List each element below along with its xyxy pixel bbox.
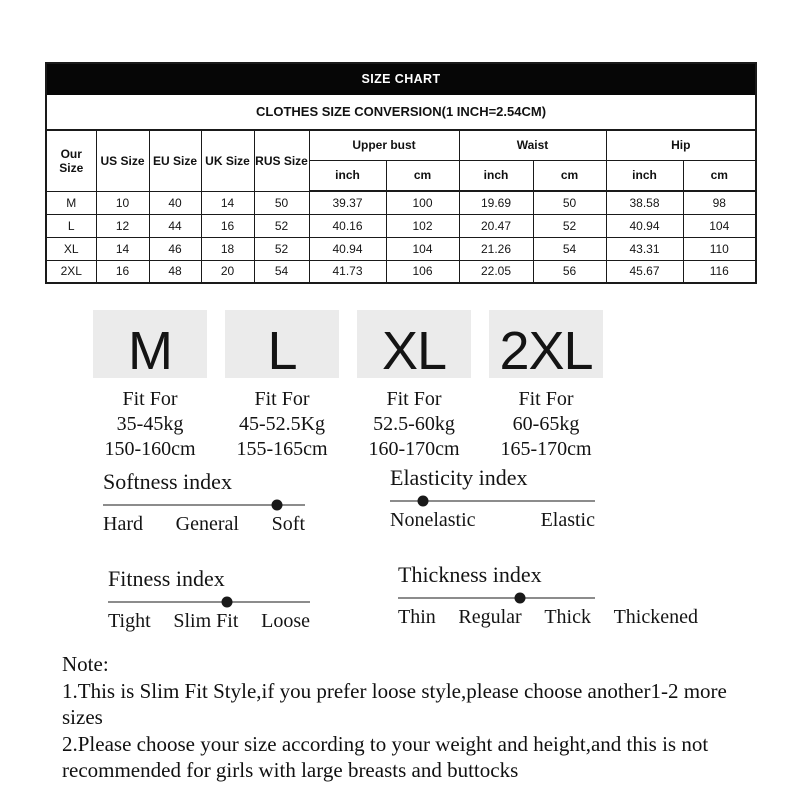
fit-height: 165-170cm bbox=[500, 438, 592, 460]
value-cell: 41.73 bbox=[309, 260, 386, 283]
value-cell: 10 bbox=[96, 191, 149, 214]
fit-label: Fit For bbox=[518, 388, 574, 410]
value-cell: 19.69 bbox=[459, 191, 533, 214]
size-chart-section bbox=[45, 62, 755, 284]
value-cell: 102 bbox=[386, 214, 459, 237]
subheader-cm: cm bbox=[533, 160, 606, 191]
subheader-inch: inch bbox=[606, 160, 683, 191]
value-cell: 106 bbox=[386, 260, 459, 283]
index-label: Tight bbox=[108, 610, 151, 632]
note-item: 2.Please choose your size according to your weight and height,and this is not recommended for girls with large breasts and buttocks bbox=[62, 731, 709, 782]
size-cell: L bbox=[46, 214, 96, 237]
value-cell: 40.94 bbox=[309, 237, 386, 260]
elasticity-index-scale bbox=[390, 500, 595, 502]
subheader-cm: cm bbox=[386, 160, 459, 191]
value-cell: 46 bbox=[149, 237, 201, 260]
value-cell: 50 bbox=[254, 191, 309, 214]
table-title: SIZE CHART bbox=[46, 63, 756, 94]
fit-info bbox=[225, 387, 339, 462]
value-cell: 40.94 bbox=[606, 214, 683, 237]
elasticity-index-labels bbox=[390, 509, 595, 532]
softness-index-dot bbox=[271, 500, 282, 511]
col-header-rus-size: RUS Size bbox=[254, 130, 309, 191]
thickness-index bbox=[398, 563, 698, 629]
value-cell: 16 bbox=[201, 214, 254, 237]
size-cell: XL bbox=[46, 237, 96, 260]
size-letter: M bbox=[128, 321, 172, 382]
softness-index-title: Softness index bbox=[103, 469, 232, 494]
value-cell: 40.16 bbox=[309, 214, 386, 237]
value-cell: 56 bbox=[533, 260, 606, 283]
table-row bbox=[46, 214, 756, 237]
value-cell: 104 bbox=[683, 214, 756, 237]
value-cell: 14 bbox=[201, 191, 254, 214]
size-chart-table bbox=[45, 62, 757, 284]
table-subtitle: CLOTHES SIZE CONVERSION(1 INCH=2.54CM) bbox=[46, 94, 756, 130]
table-row bbox=[46, 260, 756, 283]
fit-height: 155-165cm bbox=[236, 438, 328, 460]
fit-weight: 45-52.5Kg bbox=[238, 413, 326, 435]
note-section bbox=[62, 651, 770, 784]
fitness-index-labels bbox=[108, 610, 310, 633]
index-label: General bbox=[175, 513, 239, 535]
value-cell: 104 bbox=[386, 237, 459, 260]
fit-weight: 52.5-60kg bbox=[373, 413, 455, 435]
subheader-cm: cm bbox=[683, 160, 756, 191]
thickness-index-labels bbox=[398, 606, 698, 629]
value-cell: 43.31 bbox=[606, 237, 683, 260]
value-cell: 44 bbox=[149, 214, 201, 237]
value-cell: 20 bbox=[201, 260, 254, 283]
value-cell: 22.05 bbox=[459, 260, 533, 283]
elasticity-index-title: Elasticity index bbox=[390, 465, 528, 490]
size-letter-box bbox=[357, 310, 471, 382]
thickness-index-dot bbox=[515, 593, 526, 604]
value-cell: 14 bbox=[96, 237, 149, 260]
softness-index bbox=[103, 470, 305, 536]
size-fit-section bbox=[93, 310, 603, 462]
value-cell: 54 bbox=[533, 237, 606, 260]
size-letter: 2XL bbox=[499, 321, 593, 382]
subheader-inch: inch bbox=[459, 160, 533, 191]
subheader-inch: inch bbox=[309, 160, 386, 191]
softness-index-labels bbox=[103, 513, 305, 536]
value-cell: 40 bbox=[149, 191, 201, 214]
size-cell: 2XL bbox=[46, 260, 96, 283]
index-label: Slim Fit bbox=[173, 610, 239, 632]
col-header-eu-size: EU Size bbox=[149, 130, 201, 191]
fit-height: 160-170cm bbox=[368, 438, 460, 460]
index-label: Thickened bbox=[613, 606, 698, 628]
index-label: Elastic bbox=[540, 509, 595, 531]
size-fit-block-m bbox=[93, 310, 207, 462]
value-cell: 18 bbox=[201, 237, 254, 260]
note-label: Note: bbox=[62, 652, 109, 676]
value-cell: 52 bbox=[533, 214, 606, 237]
col-header-our-size: Our Size bbox=[46, 130, 96, 191]
value-cell: 21.26 bbox=[459, 237, 533, 260]
size-fit-block-l bbox=[225, 310, 339, 462]
index-label: Thin bbox=[398, 606, 436, 628]
value-cell: 16 bbox=[96, 260, 149, 283]
index-label: Loose bbox=[261, 610, 310, 632]
col-header-uk-size: UK Size bbox=[201, 130, 254, 191]
size-fit-block-2xl bbox=[489, 310, 603, 462]
value-cell: 50 bbox=[533, 191, 606, 214]
col-header-us-size: US Size bbox=[96, 130, 149, 191]
fit-info bbox=[93, 387, 207, 462]
fitness-index-scale bbox=[108, 601, 310, 603]
softness-index-scale bbox=[103, 504, 305, 506]
fitness-index-title: Fitness index bbox=[108, 566, 225, 591]
fit-label: Fit For bbox=[254, 388, 310, 410]
size-letter-box bbox=[93, 310, 207, 382]
thickness-index-scale bbox=[398, 597, 595, 599]
value-cell: 48 bbox=[149, 260, 201, 283]
index-label: Hard bbox=[103, 513, 143, 535]
fit-weight: 60-65kg bbox=[512, 413, 580, 435]
fit-label: Fit For bbox=[386, 388, 442, 410]
elasticity-index-dot bbox=[417, 496, 428, 507]
value-cell: 98 bbox=[683, 191, 756, 214]
value-cell: 110 bbox=[683, 237, 756, 260]
value-cell: 38.58 bbox=[606, 191, 683, 214]
elasticity-index bbox=[390, 466, 595, 532]
value-cell: 39.37 bbox=[309, 191, 386, 214]
index-label: Thick bbox=[544, 606, 591, 628]
value-cell: 12 bbox=[96, 214, 149, 237]
index-label: Soft bbox=[271, 513, 305, 535]
size-letter-box bbox=[489, 310, 603, 382]
fit-info bbox=[357, 387, 471, 462]
fit-info bbox=[489, 387, 603, 462]
fitness-index-dot bbox=[222, 597, 233, 608]
fitness-index bbox=[108, 567, 310, 633]
fit-weight: 35-45kg bbox=[116, 413, 184, 435]
value-cell: 45.67 bbox=[606, 260, 683, 283]
fit-height: 150-160cm bbox=[104, 438, 196, 460]
group-header-hip: Hip bbox=[606, 130, 756, 160]
value-cell: 52 bbox=[254, 214, 309, 237]
value-cell: 20.47 bbox=[459, 214, 533, 237]
value-cell: 116 bbox=[683, 260, 756, 283]
group-header-waist: Waist bbox=[459, 130, 606, 160]
table-row bbox=[46, 237, 756, 260]
table-row bbox=[46, 191, 756, 214]
thickness-index-title: Thickness index bbox=[398, 562, 542, 587]
value-cell: 52 bbox=[254, 237, 309, 260]
size-letter: L bbox=[267, 321, 297, 382]
value-cell: 100 bbox=[386, 191, 459, 214]
index-label: Nonelastic bbox=[390, 509, 476, 531]
index-label: Regular bbox=[458, 606, 522, 628]
size-letter-box bbox=[225, 310, 339, 382]
size-cell: M bbox=[46, 191, 96, 214]
size-fit-block-xl bbox=[357, 310, 471, 462]
fit-label: Fit For bbox=[122, 388, 178, 410]
note-item: 1.This is Slim Fit Style,if you prefer loose style,please choose another1-2 more sizes bbox=[62, 678, 727, 729]
value-cell: 54 bbox=[254, 260, 309, 283]
group-header-upper-bust: Upper bust bbox=[309, 130, 459, 160]
size-letter: XL bbox=[381, 321, 447, 382]
